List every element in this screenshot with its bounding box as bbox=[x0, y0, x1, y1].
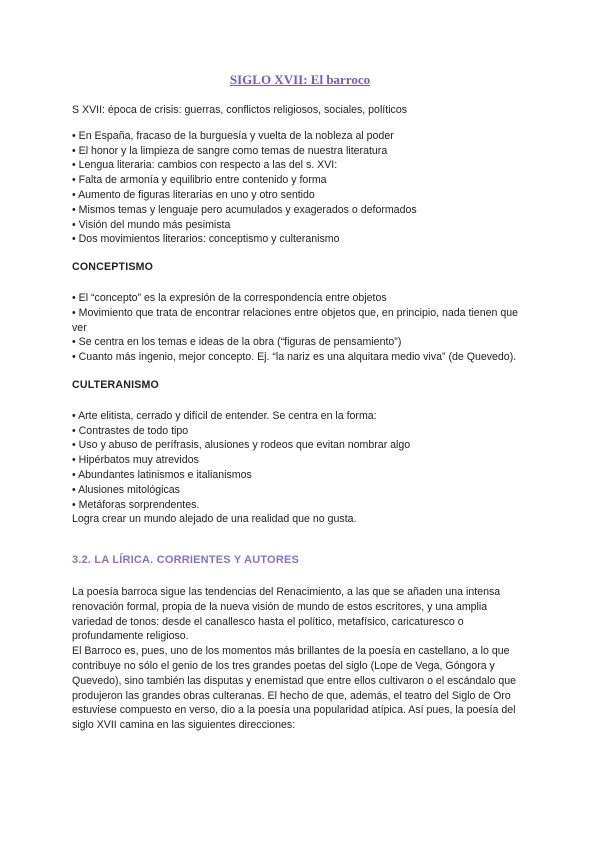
list-item: • El honor y la limpieza de sangre como temas de nuestra literatura bbox=[72, 144, 530, 159]
list-item: • Aumento de figuras literarias en uno y otro sentido bbox=[72, 188, 530, 203]
list-item: • Metáforas sorprendentes. bbox=[72, 498, 530, 513]
list-item: • Uso y abuso de perífrasis, alusiones y rodeos que evitan nombrar algo bbox=[72, 438, 530, 453]
lirica-heading: 3.2. LA LÍRICA. CORRIENTES Y AUTORES bbox=[72, 554, 300, 567]
list-item: • Cuanto más ingenio, mejor concepto. Ej. “la nariz es una alquitara medio viva” (de Quevedo). bbox=[72, 350, 530, 365]
lirica-paragraph-2: El Barroco es, pues, uno de los momentos más brillantes de la poesía en castellano, a lo que contribuye no sólo el genio de los tres grandes poetas del siglo (Lope de Vega, Góngora y Quevedo), sino también las disputas y enemistad que entre ellos cultivaron o el escándalo que produjeron las grandes obras culteranas. El hecho de que, además, el teatro del Siglo de Oro estuviese compuesto en verso, dio a la poesía una popularidad atípica. Así pues, la poesía del siglo XVII camina en las siguientes direcciones: bbox=[72, 645, 517, 732]
list-item: • Contrastes de todo tipo bbox=[72, 424, 530, 439]
conceptismo-bullet-list bbox=[72, 291, 530, 365]
page-title: SIGLO XVII: El barroco bbox=[229, 72, 371, 87]
list-item: • Falta de armonía y equilibrio entre contenido y forma bbox=[72, 173, 530, 188]
intro-bullet-list bbox=[72, 129, 530, 247]
lirica-paragraph-1: La poesía barroca sigue las tendencias del Renacimiento, a las que se añaden una intensa renovación formal, propia de la nueva visión de mundo de estos escritores, y una amplia variedad de tonos: desde el canallesco hasta el político, metafísico, caricaturesco o profundamente religioso. bbox=[72, 585, 501, 643]
list-item: • Dos movimientos literarios: conceptismo y culteranismo bbox=[72, 232, 530, 247]
culteranismo-bullet-list bbox=[72, 409, 530, 513]
list-item: • El “concepto” es la expresión de la correspondencia entre objetos bbox=[72, 291, 530, 306]
list-item: • Arte elitista, cerrado y difícil de entender. Se centra en la forma: bbox=[72, 409, 530, 424]
list-item: • Movimiento que trata de encontrar relaciones entre objetos que, en principio, nada tienen que ver bbox=[72, 306, 530, 336]
intro-paragraph: S XVII: época de crisis: guerras, conflictos religiosos, sociales, políticos bbox=[72, 104, 408, 116]
list-item: • Hipérbatos muy atrevidos bbox=[72, 453, 530, 468]
conceptismo-heading: CONCEPTISMO bbox=[72, 261, 154, 274]
document-body bbox=[72, 100, 530, 733]
list-item: • Abundantes latinismos e italianismos bbox=[72, 468, 530, 483]
list-item: • Alusiones mitológicas bbox=[72, 483, 530, 498]
list-item: • Visión del mundo más pesimista bbox=[72, 218, 530, 233]
list-item: • En España, fracaso de la burguesía y vuelta de la nobleza al poder bbox=[72, 129, 530, 144]
list-item: • Mismos temas y lenguaje pero acumulados y exagerados o deformados bbox=[72, 203, 530, 218]
culteranismo-heading: CULTERANISMO bbox=[72, 378, 159, 391]
list-item: • Se centra en los temas e ideas de la obra (“figuras de pensamiento”) bbox=[72, 335, 530, 350]
culteranismo-closing: Logra crear un mundo alejado de una realidad que no gusta. bbox=[72, 513, 357, 526]
list-item: • Lengua literaria: cambios con respecto a las del s. XVI: bbox=[72, 158, 530, 173]
